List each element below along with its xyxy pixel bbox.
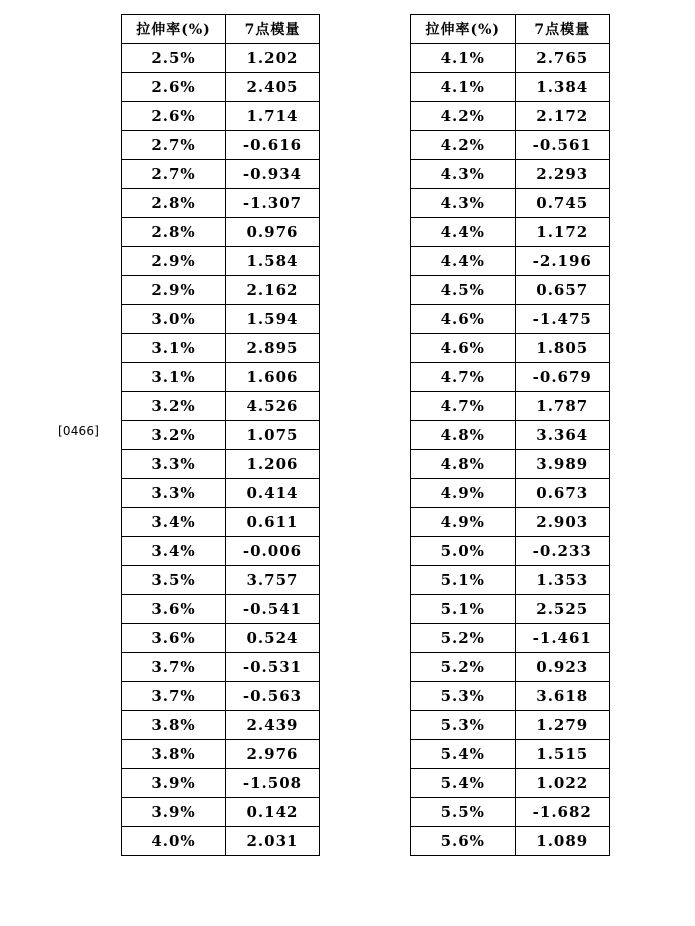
- table-row: [411, 624, 610, 653]
- cell-stretch-rate: 5.6%: [411, 827, 516, 856]
- table-row: [122, 566, 320, 595]
- cell-modulus: 2.172: [515, 102, 609, 131]
- table-row: [122, 479, 320, 508]
- cell-modulus: 4.526: [226, 392, 320, 421]
- table-header-row: [411, 15, 610, 44]
- cell-modulus: 1.279: [515, 711, 609, 740]
- cell-stretch-rate: 3.0%: [122, 305, 226, 334]
- table-row: [122, 827, 320, 856]
- table-row: [122, 131, 320, 160]
- cell-modulus: 2.525: [515, 595, 609, 624]
- table-row: [122, 682, 320, 711]
- cell-stretch-rate: 4.7%: [411, 363, 516, 392]
- table-row: [122, 421, 320, 450]
- cell-stretch-rate: 5.4%: [411, 740, 516, 769]
- table-row: [411, 102, 610, 131]
- table-row: [122, 537, 320, 566]
- cell-stretch-rate: 2.6%: [122, 102, 226, 131]
- table-row: [411, 595, 610, 624]
- cell-modulus: 3.989: [515, 450, 609, 479]
- cell-modulus: 1.515: [515, 740, 609, 769]
- cell-modulus: 2.405: [226, 73, 320, 102]
- cell-stretch-rate: 3.6%: [122, 595, 226, 624]
- table-row: [122, 624, 320, 653]
- cell-modulus: -1.475: [515, 305, 609, 334]
- cell-stretch-rate: 3.4%: [122, 508, 226, 537]
- cell-stretch-rate: 3.9%: [122, 769, 226, 798]
- cell-modulus: 1.202: [226, 44, 320, 73]
- cell-stretch-rate: 5.3%: [411, 682, 516, 711]
- cell-modulus: -0.541: [226, 595, 320, 624]
- cell-modulus: 1.606: [226, 363, 320, 392]
- cell-modulus: -1.508: [226, 769, 320, 798]
- cell-modulus: 2.976: [226, 740, 320, 769]
- paragraph-number: [0466]: [58, 424, 100, 438]
- table-row: [411, 131, 610, 160]
- table-row: [411, 421, 610, 450]
- table-body: [122, 44, 320, 856]
- cell-stretch-rate: 4.7%: [411, 392, 516, 421]
- cell-modulus: 1.206: [226, 450, 320, 479]
- table-row: [411, 392, 610, 421]
- cell-modulus: -0.679: [515, 363, 609, 392]
- table-row: [411, 305, 610, 334]
- cell-stretch-rate: 4.2%: [411, 131, 516, 160]
- cell-stretch-rate: 4.1%: [411, 73, 516, 102]
- table-row: [122, 102, 320, 131]
- table-row: [122, 305, 320, 334]
- table-row: [122, 334, 320, 363]
- cell-stretch-rate: 3.3%: [122, 479, 226, 508]
- table-row: [122, 450, 320, 479]
- cell-modulus: 3.364: [515, 421, 609, 450]
- cell-modulus: 0.414: [226, 479, 320, 508]
- table-row: [411, 769, 610, 798]
- cell-stretch-rate: 3.2%: [122, 421, 226, 450]
- cell-modulus: -0.616: [226, 131, 320, 160]
- table-row: [122, 711, 320, 740]
- cell-stretch-rate: 4.1%: [411, 44, 516, 73]
- cell-modulus: 2.895: [226, 334, 320, 363]
- table-row: [411, 537, 610, 566]
- cell-stretch-rate: 4.8%: [411, 450, 516, 479]
- cell-modulus: 0.657: [515, 276, 609, 305]
- cell-stretch-rate: 4.6%: [411, 334, 516, 363]
- cell-modulus: 0.611: [226, 508, 320, 537]
- cell-stretch-rate: 3.5%: [122, 566, 226, 595]
- cell-stretch-rate: 4.9%: [411, 479, 516, 508]
- cell-stretch-rate: 4.8%: [411, 421, 516, 450]
- cell-modulus: -1.307: [226, 189, 320, 218]
- cell-modulus: -0.531: [226, 653, 320, 682]
- table-row: [122, 595, 320, 624]
- cell-modulus: 2.293: [515, 160, 609, 189]
- cell-stretch-rate: 3.3%: [122, 450, 226, 479]
- cell-stretch-rate: 5.1%: [411, 566, 516, 595]
- cell-stretch-rate: 3.9%: [122, 798, 226, 827]
- cell-stretch-rate: 4.5%: [411, 276, 516, 305]
- cell-modulus: 2.903: [515, 508, 609, 537]
- table-row: [122, 508, 320, 537]
- cell-stretch-rate: 3.7%: [122, 653, 226, 682]
- table-body: [411, 44, 610, 856]
- cell-stretch-rate: 5.0%: [411, 537, 516, 566]
- cell-stretch-rate: 3.1%: [122, 363, 226, 392]
- cell-stretch-rate: 2.7%: [122, 160, 226, 189]
- cell-stretch-rate: 4.3%: [411, 160, 516, 189]
- cell-stretch-rate: 5.3%: [411, 711, 516, 740]
- cell-modulus: 1.022: [515, 769, 609, 798]
- cell-stretch-rate: 4.4%: [411, 218, 516, 247]
- cell-stretch-rate: 4.2%: [411, 102, 516, 131]
- table-row: [411, 160, 610, 189]
- header-stretch-rate: 拉伸率(%): [122, 15, 226, 44]
- cell-stretch-rate: 5.2%: [411, 624, 516, 653]
- cell-stretch-rate: 4.0%: [122, 827, 226, 856]
- cell-modulus: 1.075: [226, 421, 320, 450]
- cell-stretch-rate: 2.8%: [122, 218, 226, 247]
- table-row: [411, 711, 610, 740]
- table-row: [122, 392, 320, 421]
- table-header-row: [122, 15, 320, 44]
- cell-modulus: -0.006: [226, 537, 320, 566]
- cell-modulus: 0.524: [226, 624, 320, 653]
- table-row: [411, 450, 610, 479]
- cell-modulus: -0.934: [226, 160, 320, 189]
- cell-stretch-rate: 5.1%: [411, 595, 516, 624]
- table-row: [122, 247, 320, 276]
- cell-modulus: 1.787: [515, 392, 609, 421]
- table-row: [411, 798, 610, 827]
- cell-modulus: 0.745: [515, 189, 609, 218]
- table-row: [411, 334, 610, 363]
- cell-stretch-rate: 5.4%: [411, 769, 516, 798]
- table-row: [411, 247, 610, 276]
- cell-modulus: 1.805: [515, 334, 609, 363]
- table-row: [411, 363, 610, 392]
- header-stretch-rate: 拉伸率(%): [411, 15, 516, 44]
- cell-stretch-rate: 5.2%: [411, 653, 516, 682]
- table-row: [411, 740, 610, 769]
- cell-modulus: -1.461: [515, 624, 609, 653]
- table-row: [411, 653, 610, 682]
- table-row: [122, 160, 320, 189]
- header-modulus: 7点模量: [515, 15, 609, 44]
- cell-modulus: 1.172: [515, 218, 609, 247]
- cell-stretch-rate: 4.4%: [411, 247, 516, 276]
- cell-stretch-rate: 3.6%: [122, 624, 226, 653]
- cell-modulus: 1.714: [226, 102, 320, 131]
- table-row: [122, 769, 320, 798]
- cell-stretch-rate: 2.8%: [122, 189, 226, 218]
- table-row: [122, 653, 320, 682]
- cell-stretch-rate: 2.5%: [122, 44, 226, 73]
- table-row: [411, 73, 610, 102]
- cell-stretch-rate: 4.9%: [411, 508, 516, 537]
- cell-modulus: -2.196: [515, 247, 609, 276]
- cell-stretch-rate: 3.7%: [122, 682, 226, 711]
- cell-modulus: 3.618: [515, 682, 609, 711]
- data-table-left: [121, 14, 320, 856]
- data-table-right: [410, 14, 610, 856]
- cell-modulus: 1.384: [515, 73, 609, 102]
- cell-stretch-rate: 2.7%: [122, 131, 226, 160]
- cell-stretch-rate: 3.8%: [122, 711, 226, 740]
- cell-stretch-rate: 4.6%: [411, 305, 516, 334]
- table-row: [122, 73, 320, 102]
- cell-modulus: 2.031: [226, 827, 320, 856]
- header-modulus: 7点模量: [226, 15, 320, 44]
- table-row: [411, 218, 610, 247]
- cell-modulus: 0.673: [515, 479, 609, 508]
- table-row: [411, 189, 610, 218]
- table-row: [411, 44, 610, 73]
- table-row: [411, 276, 610, 305]
- table-row: [122, 363, 320, 392]
- table-row: [122, 740, 320, 769]
- table-row: [411, 682, 610, 711]
- table-row: [122, 218, 320, 247]
- cell-stretch-rate: 3.1%: [122, 334, 226, 363]
- cell-modulus: 1.353: [515, 566, 609, 595]
- cell-modulus: 1.584: [226, 247, 320, 276]
- cell-modulus: 2.439: [226, 711, 320, 740]
- cell-stretch-rate: 2.6%: [122, 73, 226, 102]
- table-row: [122, 189, 320, 218]
- cell-stretch-rate: 2.9%: [122, 276, 226, 305]
- cell-modulus: 0.923: [515, 653, 609, 682]
- cell-modulus: 3.757: [226, 566, 320, 595]
- cell-modulus: -0.563: [226, 682, 320, 711]
- table-row: [411, 566, 610, 595]
- cell-modulus: 0.976: [226, 218, 320, 247]
- cell-modulus: 2.765: [515, 44, 609, 73]
- cell-stretch-rate: 5.5%: [411, 798, 516, 827]
- cell-stretch-rate: 4.3%: [411, 189, 516, 218]
- cell-modulus: -0.233: [515, 537, 609, 566]
- table-row: [411, 508, 610, 537]
- cell-modulus: -1.682: [515, 798, 609, 827]
- cell-modulus: 2.162: [226, 276, 320, 305]
- table-row: [411, 479, 610, 508]
- table-row: [122, 44, 320, 73]
- cell-modulus: 0.142: [226, 798, 320, 827]
- cell-modulus: 1.594: [226, 305, 320, 334]
- cell-stretch-rate: 3.8%: [122, 740, 226, 769]
- cell-stretch-rate: 3.2%: [122, 392, 226, 421]
- table-row: [122, 276, 320, 305]
- cell-stretch-rate: 2.9%: [122, 247, 226, 276]
- cell-stretch-rate: 3.4%: [122, 537, 226, 566]
- cell-modulus: -0.561: [515, 131, 609, 160]
- cell-modulus: 1.089: [515, 827, 609, 856]
- table-row: [411, 827, 610, 856]
- table-row: [122, 798, 320, 827]
